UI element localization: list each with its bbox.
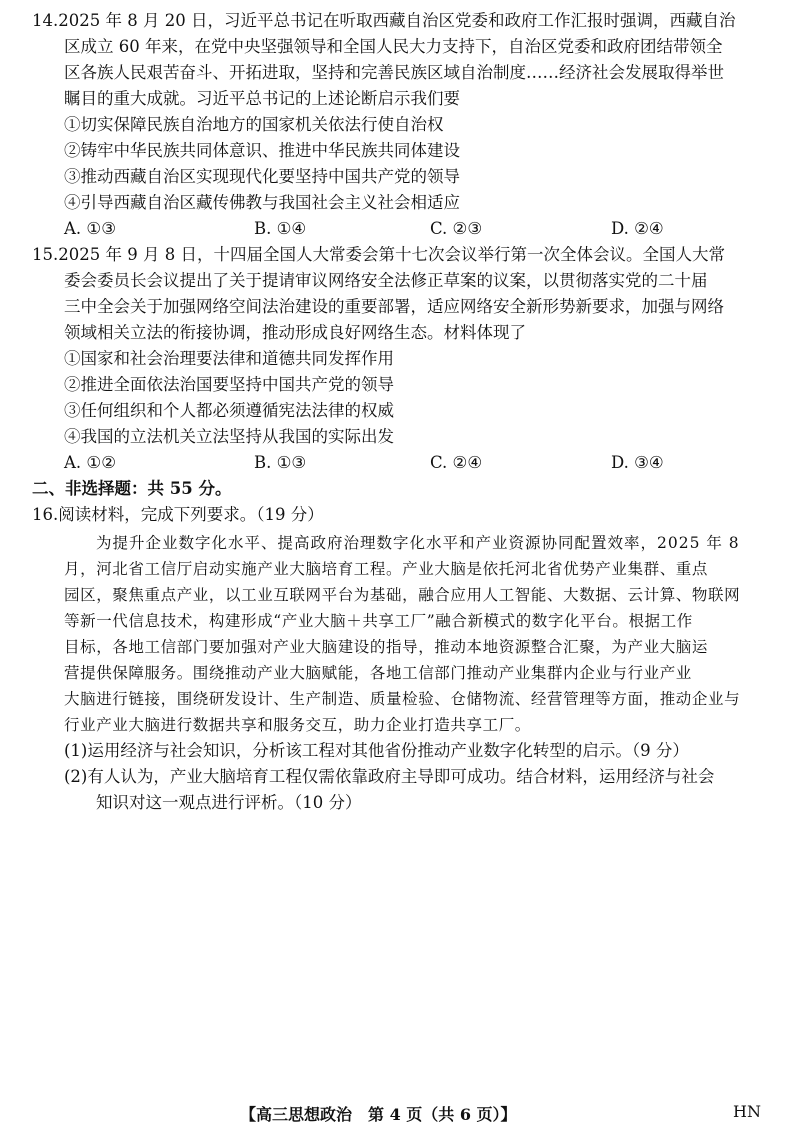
q15-stem-line-2: 委会委员长会议提出了关于提请审议网络安全法修正草案的议案，以贯彻落实党的二十届: [64, 271, 708, 290]
q14-stem-line-4: 瞩目的重大成就。习近平总书记的上述论断启示我们要: [64, 89, 460, 108]
q14-option-d[interactable]: D. ②④: [611, 219, 664, 238]
q15-item-4: ④我国的立法机关立法坚持从我国的实际出发: [64, 427, 394, 446]
q16-sub-question-1: (1)运用经济与社会知识，分析该工程对其他省份推动产业数字化转型的启示。（9 分）: [64, 741, 689, 760]
q14-option-c[interactable]: C. ②③: [430, 219, 483, 238]
q16-sub-question-2-line-1: (2)有人认为，产业大脑培育工程仅需依靠政府主导即可成功。结合材料，运用经济与社会: [64, 767, 715, 786]
q14-option-a[interactable]: A. ①③: [64, 219, 116, 238]
q14-option-b[interactable]: B. ①④: [254, 219, 307, 238]
q16-material-line-7: 大脑进行链接，围绕研发设计、生产制造、质量检验、仓储物流、经营管理等方面，推动企业与: [64, 690, 741, 708]
footer-region-code: HN: [733, 1102, 761, 1121]
q15-options: [64, 452, 764, 474]
q14-item-4: ④引导西藏自治区藏传佛教与我国社会主义社会相适应: [64, 193, 460, 212]
q16-material-line-3: 园区，聚焦重点产业，以工业互联网平台为基础，融合应用人工智能、大数据、云计算、物联网: [64, 586, 741, 604]
q14-item-2: ②铸牢中华民族共同体意识、推进中华民族共同体建设: [64, 141, 460, 160]
q16-material-line-8: 行业产业大脑进行数据共享和服务交互，助力企业打造共享工厂。: [64, 716, 531, 734]
footer-page-info: 【高三思想政治 第 4 页（共 6 页）】: [240, 1105, 517, 1124]
q14-item-1: ①切实保障民族自治地方的国家机关依法行使自治权: [64, 115, 444, 134]
section-heading: 二、非选择题：共 55 分。: [32, 479, 232, 498]
q14-stem-line-3: 区各族人民艰苦奋斗、开拓进取，坚持和完善民族区域自治制度……经济社会发展取得举世: [64, 63, 724, 82]
q16-material-line-4: 等新一代信息技术，构建形成“产业大脑＋共享工厂”融合新模式的数字化平台。根据工作: [64, 612, 693, 630]
q15-option-a[interactable]: A. ①②: [64, 453, 116, 472]
q14-stem-line-1: 14.2025 年 8 月 20 日，习近平总书记在听取西藏自治区党委和政府工作汇报时强调，西藏自治: [32, 11, 736, 30]
q15-stem-line-1: 15.2025 年 9 月 8 日，十四届全国人大常委会第十七次会议举行第一次全体会议。全国人大常: [32, 245, 725, 264]
q15-item-2: ②推进全面依法治国要坚持中国共产党的领导: [64, 375, 394, 394]
q15-item-1: ①国家和社会治理要法律和道德共同发挥作用: [64, 349, 394, 368]
q14-options: [64, 218, 764, 240]
q14-item-3: ③推动西藏自治区实现现代化要坚持中国共产党的领导: [64, 167, 460, 186]
q15-option-b[interactable]: B. ①③: [254, 453, 307, 472]
q14-stem-line-2: 区成立 60 年来，在党中央坚强领导和全国人民大力支持下，自治区党委和政府团结带领全: [64, 37, 723, 56]
q16-material-line-1: 为提升企业数字化水平、提高政府治理数字化水平和产业资源协同配置效率，2025 年 8: [96, 534, 740, 552]
q16-material-line-5: 目标，各地工信部门要加强对产业大脑建设的指导，推动本地资源整合汇聚，为产业大脑运: [64, 638, 709, 656]
q15-item-3: ③任何组织和个人都必须遵循宪法法律的权威: [64, 401, 394, 420]
q15-stem-line-4: 领域相关立法的衔接协调，推动形成良好网络生态。材料体现了: [64, 323, 526, 342]
q16-material-line-2: 月，河北省工信厅启动实施产业大脑培育工程。产业大脑是依托河北省优势产业集群、重点: [64, 560, 709, 578]
q15-stem-line-3: 三中全会关于加强网络空间法治建设的重要部署，适应网络安全新形势新要求，加强与网络: [64, 297, 724, 316]
q15-option-c[interactable]: C. ②④: [430, 453, 483, 472]
q15-option-d[interactable]: D. ③④: [611, 453, 664, 472]
q16-material-line-6: 营提供保障服务。围绕推动产业大脑赋能，各地工信部门推动产业集群内企业与行业产业: [64, 664, 692, 682]
q16-sub-question-2-line-2: 知识对这一观点进行评析。（10 分）: [96, 793, 362, 812]
q16-title: 16.阅读材料，完成下列要求。（19 分）: [32, 505, 324, 524]
page-footer: [0, 1102, 800, 1126]
